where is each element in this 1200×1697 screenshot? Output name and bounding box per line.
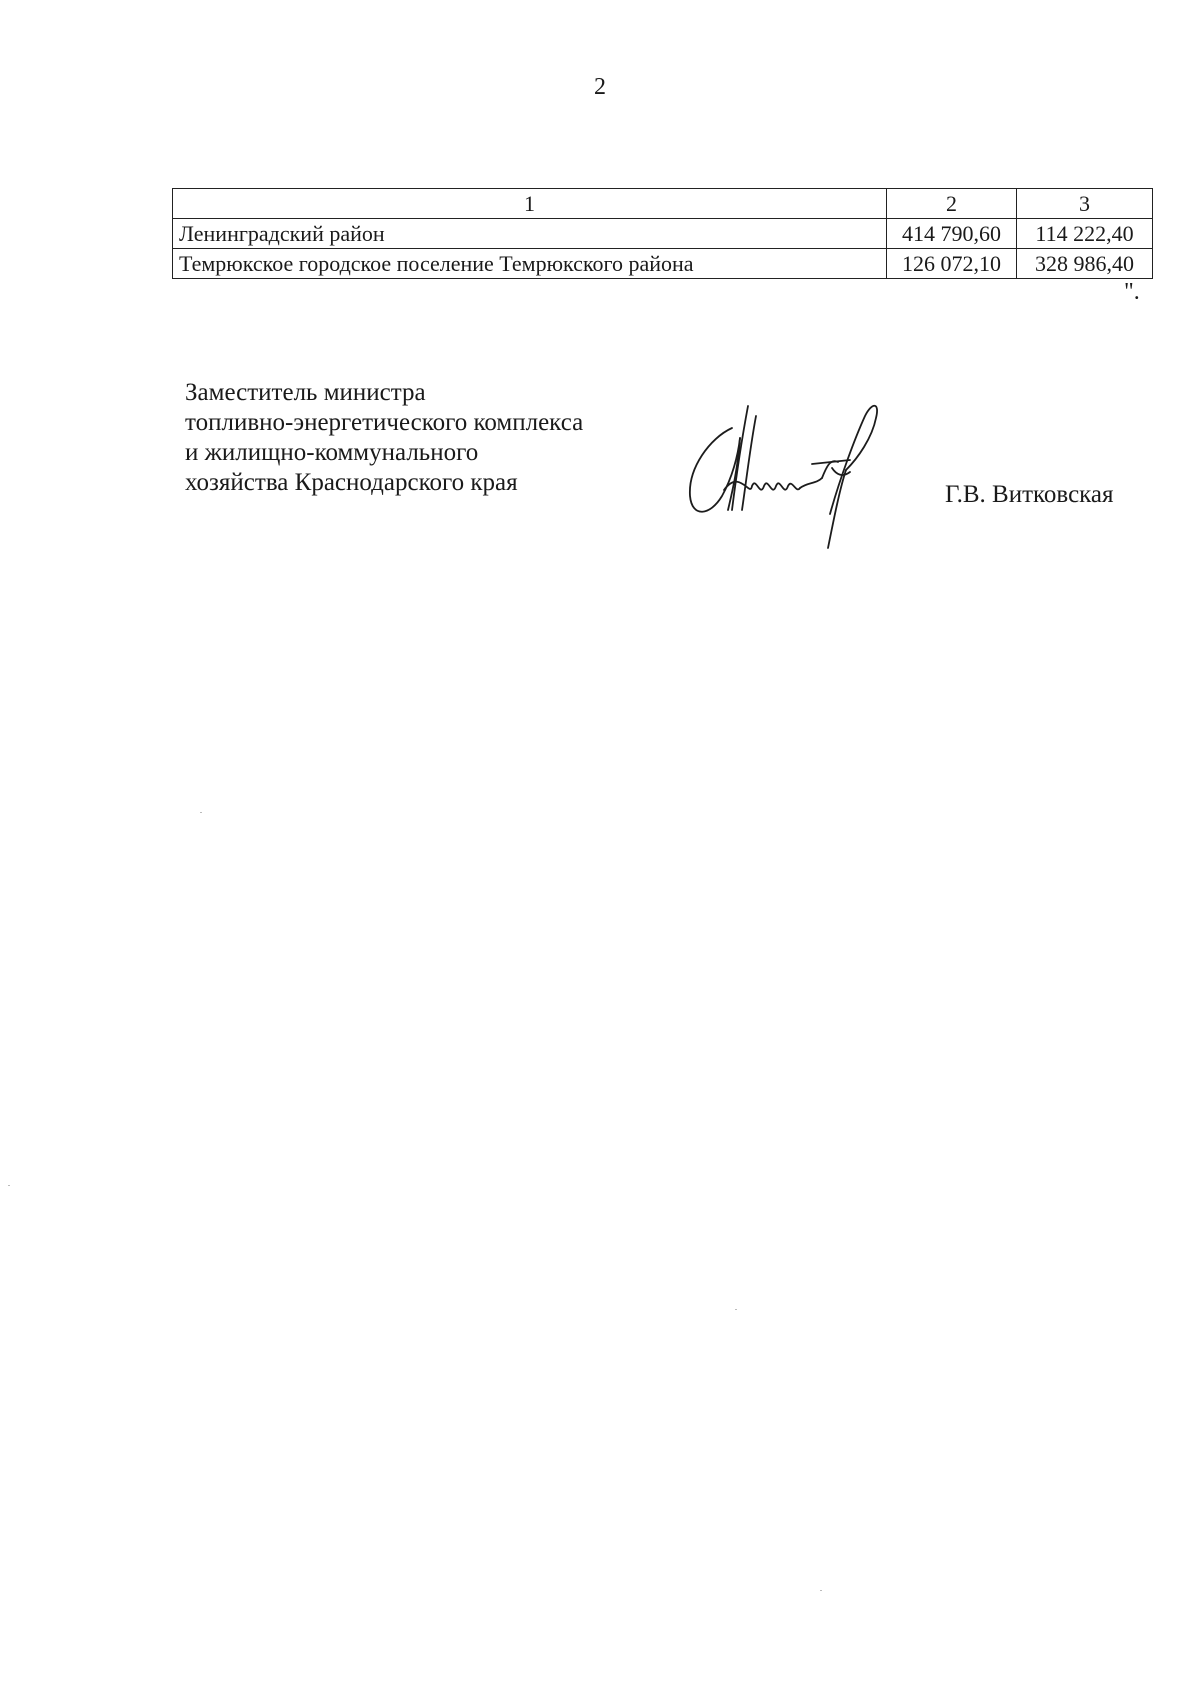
value-cell: 414 790,60	[887, 219, 1017, 249]
closing-quote-mark: ".	[1124, 279, 1140, 305]
signatory-name: Г.В. Витковская	[945, 481, 1114, 508]
territory-name-cell: Темрюкское городское поселение Темрюкского района	[173, 249, 887, 279]
signatory-title-line: и жилищно-коммунального	[185, 439, 479, 466]
value-cell: 126 072,10	[887, 249, 1017, 279]
table-header-cell: 2	[887, 189, 1017, 219]
table-row	[173, 219, 1153, 249]
value-cell: 114 222,40	[1017, 219, 1153, 249]
signatory-title-line: Заместитель министра	[185, 379, 426, 406]
page-number: 2	[594, 74, 606, 100]
handwritten-signature	[680, 398, 930, 553]
scan-speck	[200, 812, 202, 813]
signatory-title-line: топливно-энергетического комплекса	[185, 409, 584, 436]
scan-speck	[8, 1185, 10, 1186]
signatory-title	[185, 378, 583, 498]
signatory-title-line: хозяйства Краснодарского края	[185, 469, 518, 496]
table-row	[173, 249, 1153, 279]
value-cell: 328 986,40	[1017, 249, 1153, 279]
table-header-row	[173, 189, 1153, 219]
table-header-cell: 1	[173, 189, 887, 219]
scan-speck	[735, 1309, 737, 1310]
scan-speck	[820, 1590, 822, 1591]
data-table	[172, 188, 1153, 279]
territory-name-cell: Ленинградский район	[173, 219, 887, 249]
table-header-cell: 3	[1017, 189, 1153, 219]
